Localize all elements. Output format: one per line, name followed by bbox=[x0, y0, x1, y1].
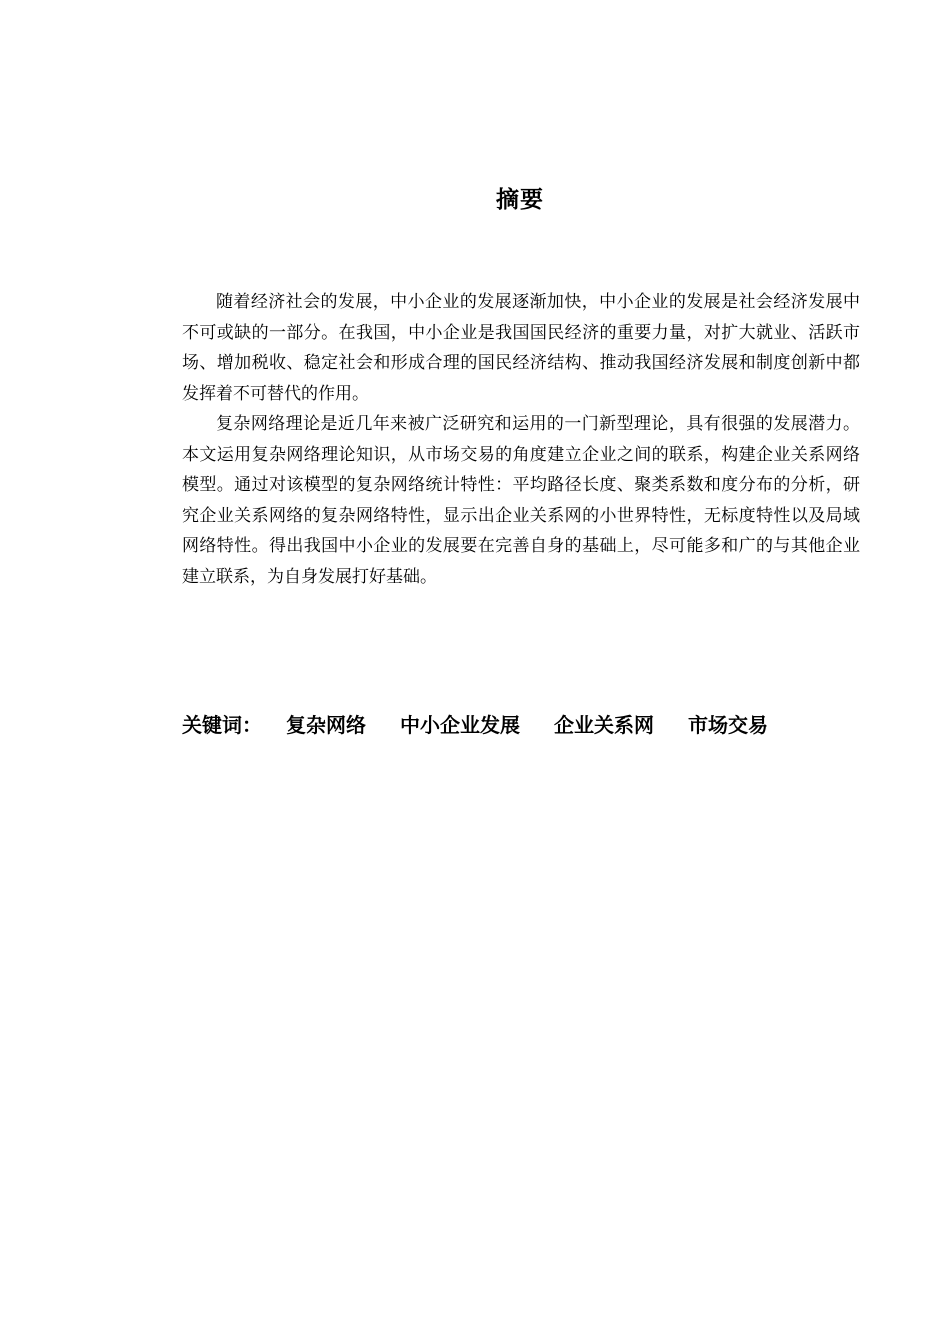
abstract-title: 摘要 bbox=[496, 187, 544, 213]
abstract-paragraph: 复杂网络理论是近几年来被广泛研究和运用的一门新型理论，具有很强的发展潜力。本文运用复杂网络理论知识，从市场交易的角度建立企业之间的联系，构建企业关系网络模型。通过对该模型的复杂网络统计特性：平均路径长度、聚类系数和度分布的分析，研究企业关系网络的复杂网络特性，显示出企业关系网的小世界特性，无标度特性以及局域网络特性。得出我国中小企业的发展要在完善自身的基础上，尽可能多和广的与其他企业建立联系，为自身发展打好基础。 bbox=[182, 414, 860, 587]
keywords-line bbox=[182, 706, 802, 740]
abstract-body bbox=[182, 287, 860, 592]
abstract-paragraph: 随着经济社会的发展，中小企业的发展逐渐加快，中小企业的发展是社会经济发展中不可或缺的一部分。在我国，中小企业是我国国民经济的重要力量，对扩大就业、活跃市场、增加税收、稳定社会和形成合理的国民经济结构、推动我国经济发展和制度创新中都发挥着不可替代的作用。 bbox=[182, 292, 860, 404]
keywords-label: 关键词： bbox=[182, 712, 262, 737]
keyword-item: 企业关系网 bbox=[554, 712, 654, 737]
keyword-item: 市场交易 bbox=[688, 712, 768, 737]
keyword-item: 中小企业发展 bbox=[400, 712, 520, 737]
keyword-item: 复杂网络 bbox=[286, 712, 366, 737]
